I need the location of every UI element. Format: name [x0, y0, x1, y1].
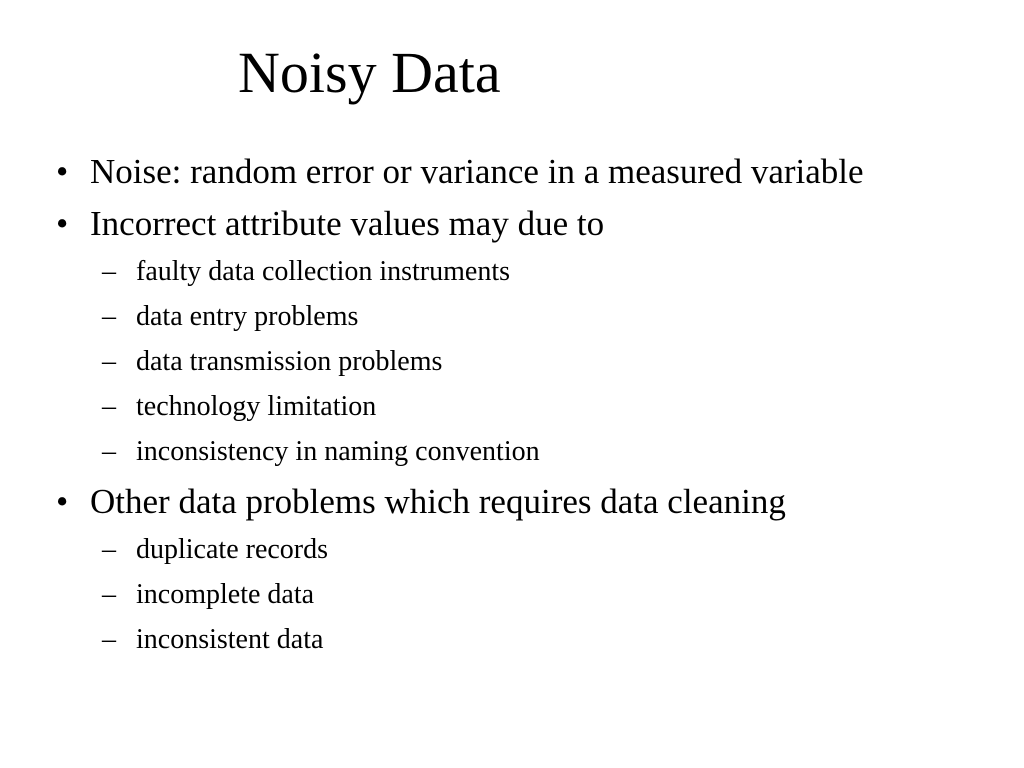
bullet-icon: • — [56, 204, 69, 243]
slide-title: Noisy Data — [238, 40, 501, 105]
sub-item-text: duplicate records — [136, 534, 329, 565]
sub-item-text: faulty data collection instruments — [136, 256, 511, 287]
sub-item-text: incomplete data — [136, 579, 315, 610]
sub-item-text: data entry problems — [136, 301, 359, 332]
dash-icon: – — [102, 624, 116, 655]
sub-item-text: inconsistent data — [136, 624, 324, 655]
dash-icon: – — [102, 301, 116, 332]
dash-icon: – — [102, 579, 116, 610]
bullet-text: Noise: random error or variance in a measured variable — [90, 152, 864, 191]
sub-item-text: technology limitation — [136, 391, 377, 422]
dash-icon: – — [102, 436, 116, 467]
dash-icon: – — [102, 391, 116, 422]
sub-item-text: inconsistency in naming convention — [136, 436, 540, 467]
dash-icon: – — [102, 346, 116, 377]
bullet-icon: • — [56, 152, 69, 191]
bullet-text: Other data problems which requires data cleaning — [90, 482, 786, 521]
dash-icon: – — [102, 534, 116, 565]
bullet-text: Incorrect attribute values may due to — [90, 204, 605, 243]
sub-item-text: data transmission problems — [136, 346, 443, 377]
dash-icon: – — [102, 256, 116, 287]
bullet-icon: • — [56, 482, 69, 521]
